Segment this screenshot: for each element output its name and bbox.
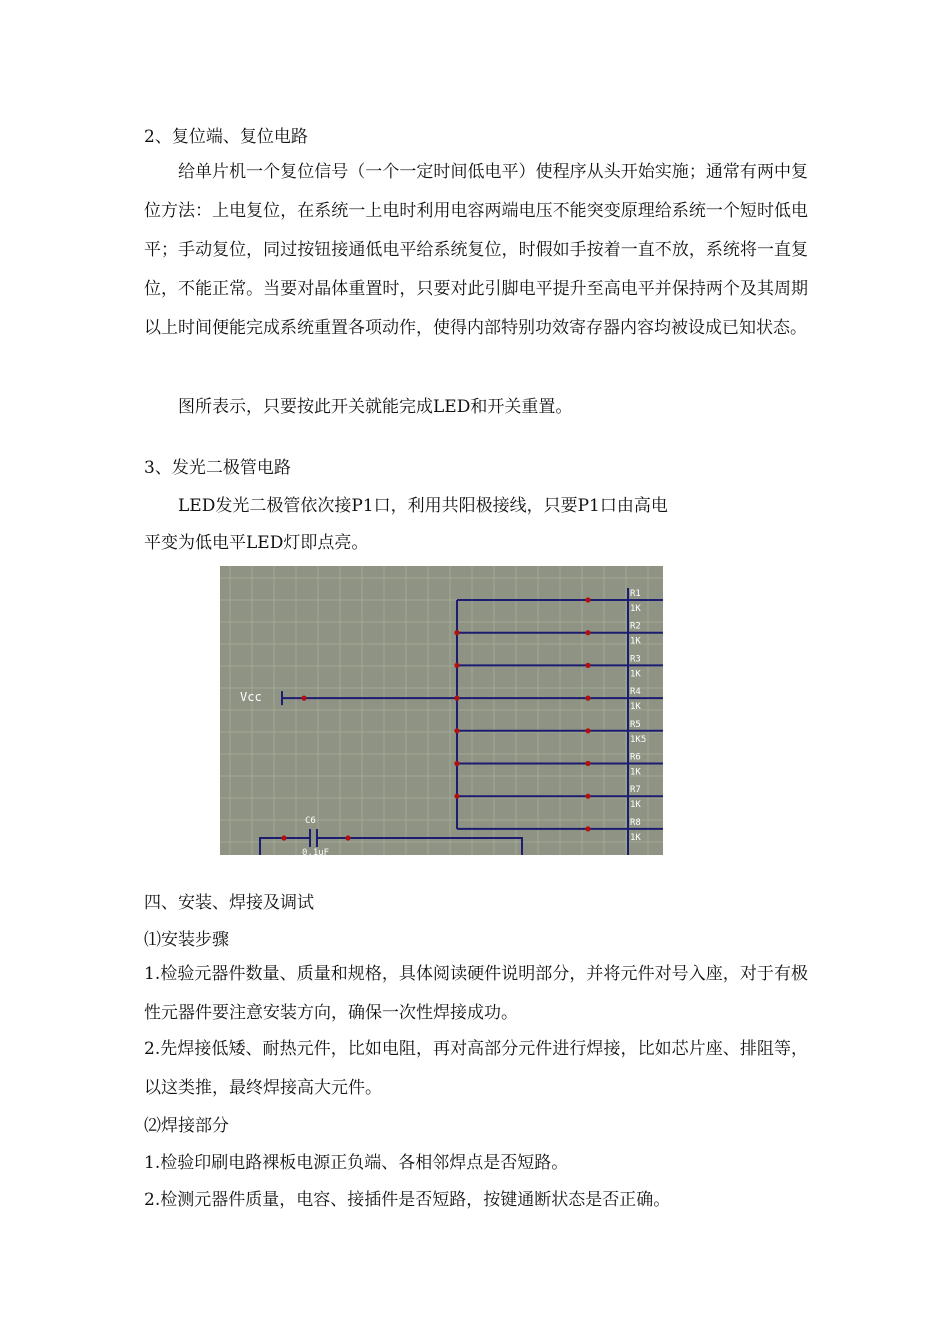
section-2-paragraph: 给单片机一个复位信号（一个一定时间低电平）使程序从头开始实施；通常有两中复位方法：上电复位，在系统一上电时利用电容两端电压不能突变原理给系统一个短时低电平；手动复位，同过按钮接通低电平给系统复位，时假如手按着一直不放，系统将一直复位，不能正常。当要对晶体重置时，只要对此引脚电平提升至高电平并保持两个及其周期以上时间便能完成系统重置各项动作，使得内部特别功效寄存器内容均被设成已知状态。: [144, 162, 808, 338]
junction-dot: [281, 835, 286, 840]
subsection-solder-title: ⑵焊接部分: [144, 1116, 229, 1136]
junction-dot: [585, 696, 590, 701]
junction-dot: [585, 597, 590, 602]
junction-dot: [454, 794, 459, 799]
solder-step-1: 1.检验印刷电路裸板电源正负端、各相邻焊点是否短路。: [144, 1153, 569, 1173]
figure-note: 图所表示，只要按此开关就能完成LED和开关重置。: [178, 397, 573, 417]
subsection-install-title: ⑴安装步骤: [144, 930, 229, 950]
led-circuit-schematic: [220, 566, 663, 855]
section-3-line-2: 平变为低电平LED灯即点亮。: [144, 533, 369, 553]
junction-dot: [454, 630, 459, 635]
resistor-name: R7: [630, 785, 641, 796]
junction-dot: [454, 761, 459, 766]
resistor-name: R8: [630, 817, 641, 828]
junction-dot: [585, 794, 590, 799]
junction-dot: [585, 630, 590, 635]
resistor-value: 1K: [630, 832, 641, 843]
resistor-value: 1K: [630, 800, 641, 811]
resistor-value: 1K: [630, 636, 641, 647]
resistor-value: 1K: [630, 604, 641, 614]
solder-step-2: 2.检测元器件质量，电容、接插件是否短路，按键通断状态是否正确。: [144, 1190, 671, 1210]
resistor-name: R6: [630, 752, 641, 763]
junction-dot: [454, 728, 459, 733]
junction-dot: [454, 663, 459, 668]
junction-dot: [585, 761, 590, 766]
resistor-name: R4: [630, 687, 641, 698]
install-step-1: 1.检验元器件数量、质量和规格，具体阅读硬件说明部分，并将元件对号入座，对于有极性元器件要注意安装方向，确保一次性焊接成功。: [144, 964, 808, 1023]
capacitor-value: 0.1uF: [302, 848, 330, 855]
junction-dot: [345, 835, 350, 840]
vcc-label: Vcc: [240, 690, 262, 704]
resistor-value: 1K: [630, 702, 641, 713]
resistor-name: R2: [630, 621, 641, 632]
resistor-value: 1K: [630, 767, 641, 778]
junction-dot: [585, 826, 590, 831]
section-2-heading: 2、复位端、复位电路: [144, 127, 308, 147]
junction-dot: [301, 696, 306, 701]
resistor-value: 1K5: [630, 734, 647, 745]
junction-dot: [454, 696, 459, 701]
junction-dot: [585, 663, 590, 668]
junction-dot: [585, 728, 590, 733]
resistor-name: R3: [630, 654, 641, 665]
resistor-value: 1K: [630, 669, 641, 680]
install-step-2: 2.先焊接低矮、耐热元件，比如电阻，再对高部分元件进行焊接，比如芯片座、排阻等，以这类推，最终焊接高大元件。: [144, 1039, 808, 1098]
resistor-name: R1: [630, 589, 641, 599]
section-4-heading: 四、安装、焊接及调试: [144, 893, 314, 913]
section-3-heading: 3、发光二极管电路: [144, 458, 291, 478]
resistor-name: R5: [630, 719, 641, 730]
capacitor-label: C6: [305, 816, 316, 826]
section-3-line-1: LED发光二极管依次接P1口，利用共阳极接线，只要P1口由高电: [178, 496, 668, 516]
